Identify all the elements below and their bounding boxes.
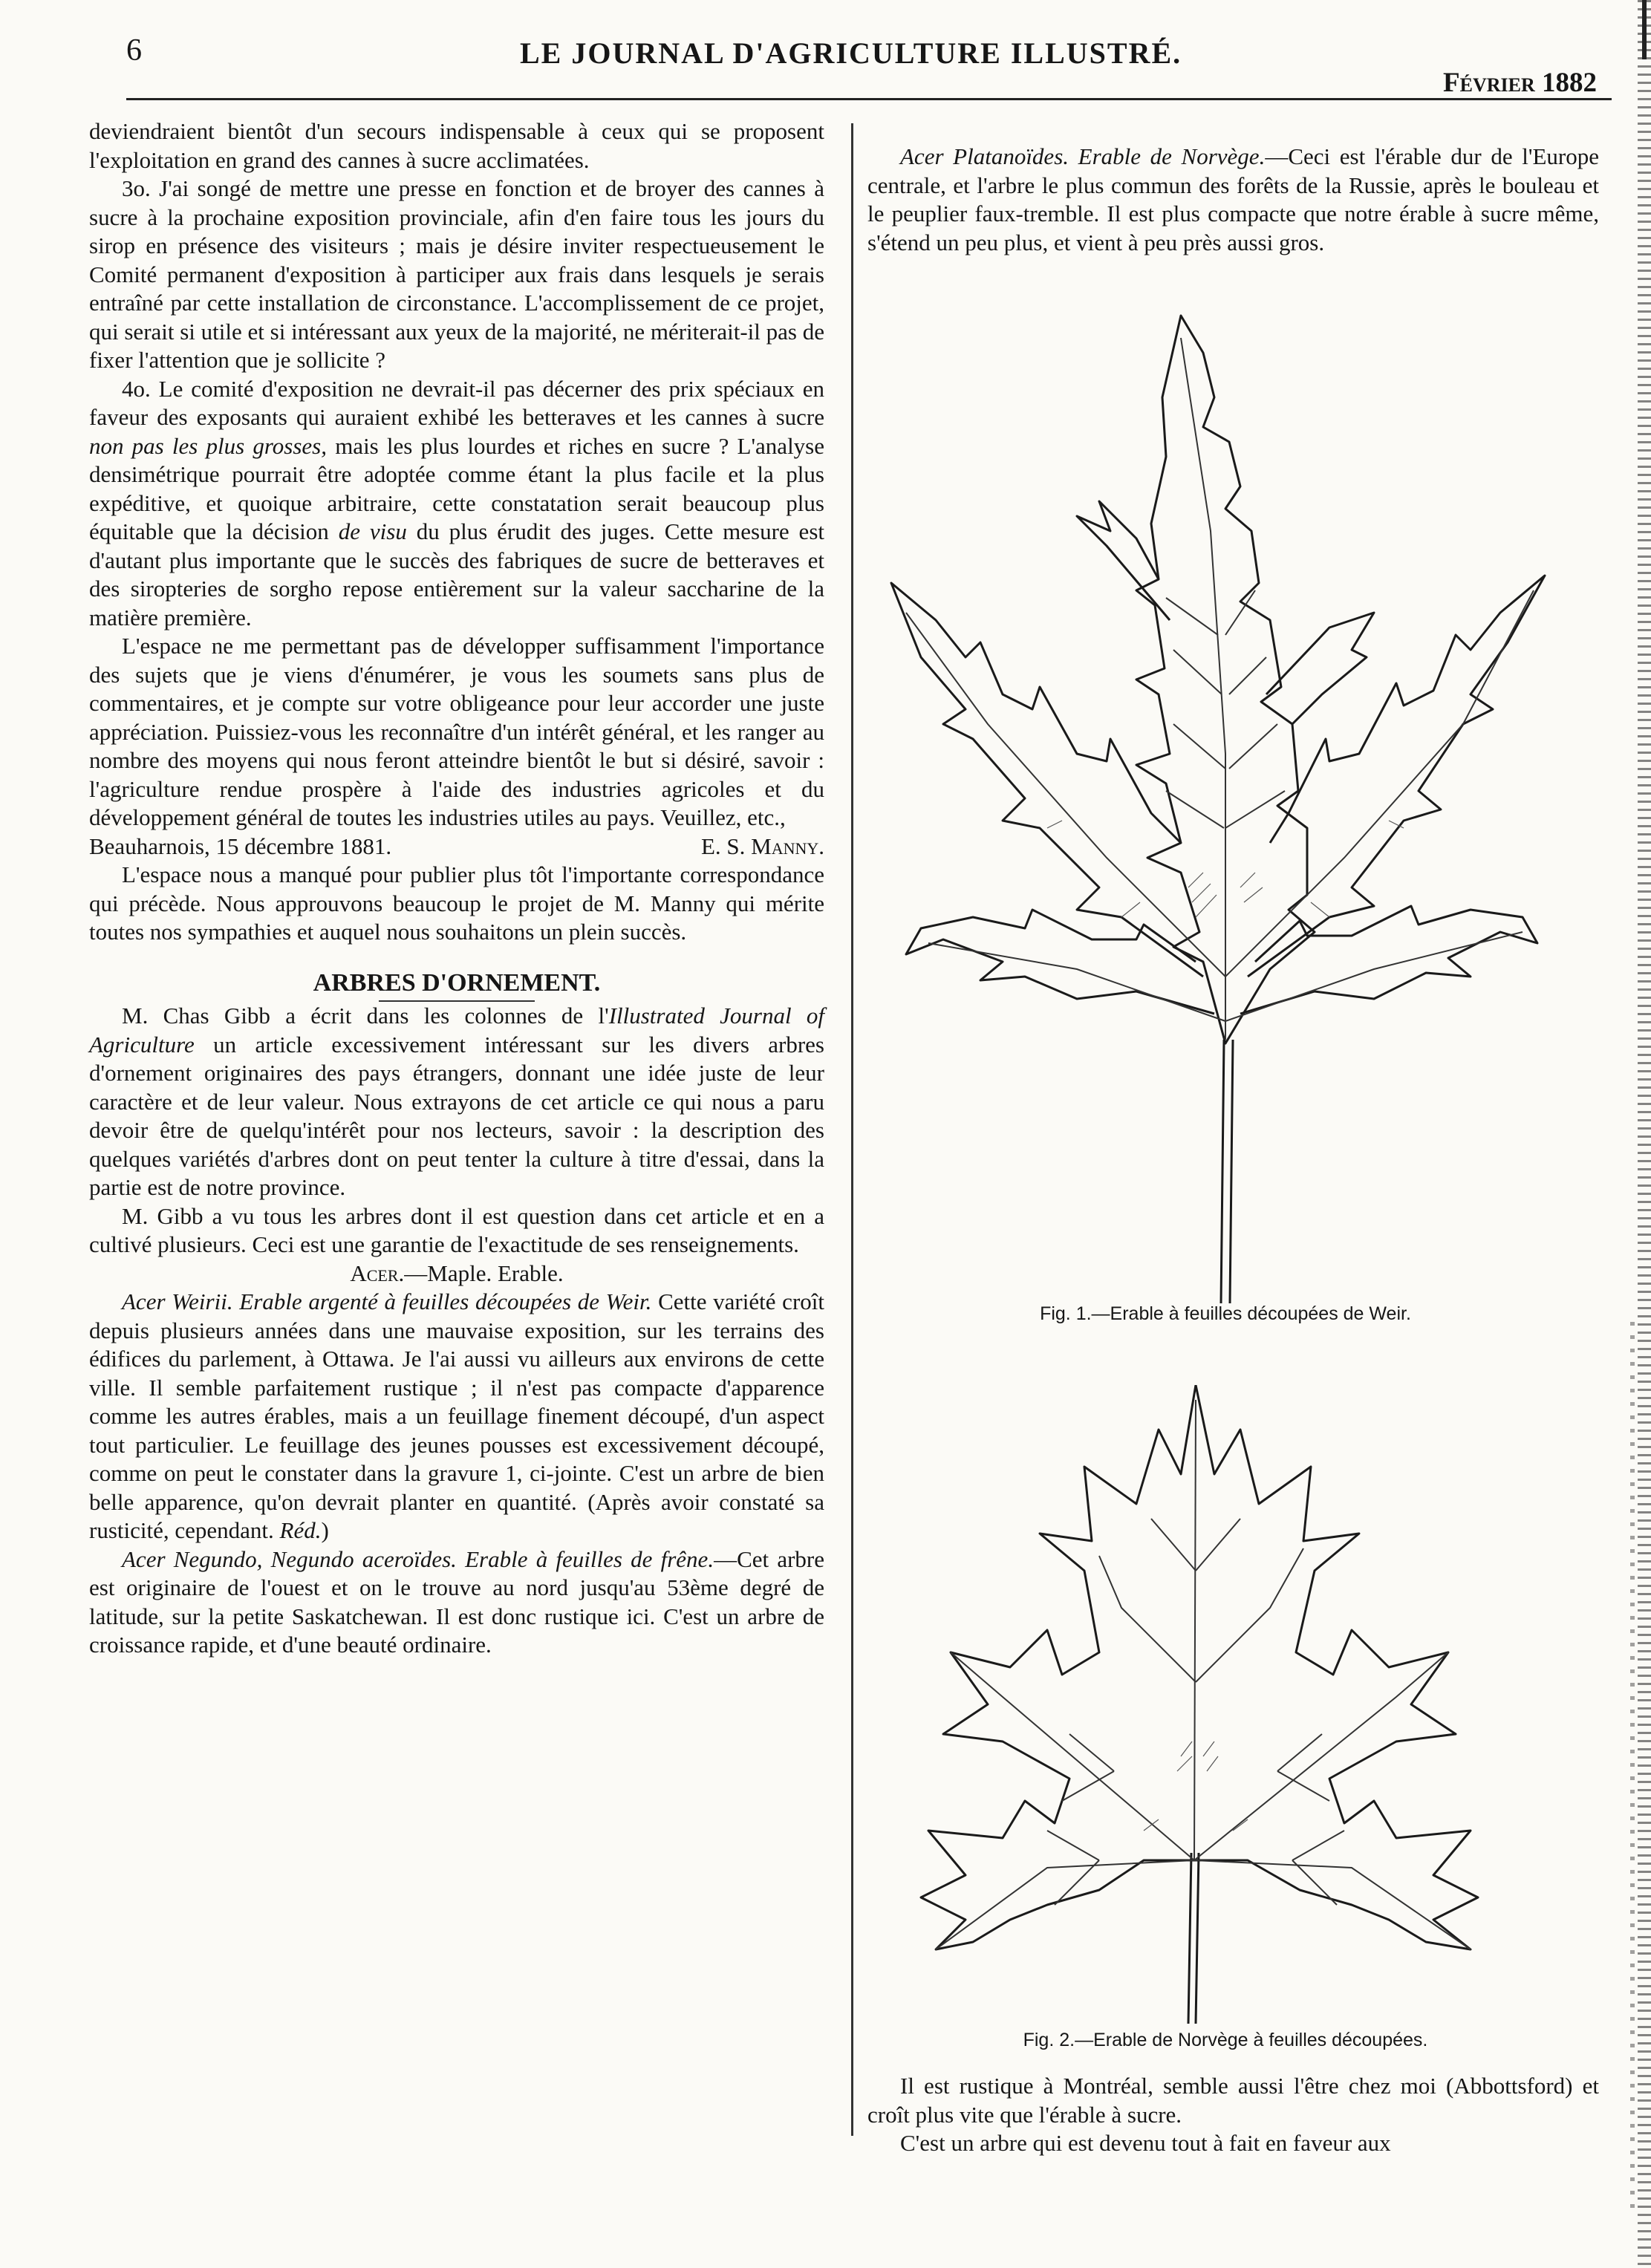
section-title: ARBRES D'ORNEMENT.	[313, 968, 601, 997]
paragraph: Il est rustique à Montréal, semble aussi l'être chez moi (Abbottsford) et croît plus vite que l'érable à sucre.	[867, 2073, 1599, 2128]
figure-2	[876, 1385, 1575, 2053]
paragraph: L'espace ne me permettant pas de développer suffisamment l'importance des sujets que je viens d'énumérer, je vous les soumets sans plus de commentaires, et je compte sur votre obligeance pour leur accorder une juste appréciation. Puissiez-vous les reconnaître d'un intérêt général, et les ranger au nombre des moyens qui nous feront atteindre bientôt le but si désiré, savoir : l'agriculture rendue prospère à l'aide des industries agricoles et du développement général de toutes les industries utiles au pays. Veuillez, etc.,	[89, 633, 824, 830]
paragraph: M. Gibb a vu tous les arbres dont il est question dans cet article et en a cultivé plusieurs. Ceci est une garantie de l'exactitude de ses renseignements.	[89, 1202, 824, 1257]
figure-1-caption: Fig. 1.—Erable à feuilles découpées de Weir.	[1040, 1303, 1411, 1324]
figure-1	[854, 308, 1597, 1344]
sub-heading: Acer.—Maple. Erable.	[350, 1260, 564, 1286]
column-separator	[851, 123, 853, 2136]
page-header	[126, 27, 1597, 98]
scan-edge-artifact	[1638, 0, 1651, 2268]
paragraph: deviendraient bientôt d'un secours indispensable à ceux qui se proposent l'exploitation en grand des cannes à sucre acclimatées.	[89, 118, 824, 173]
emphasis: de visu	[338, 518, 407, 544]
emphasis: non pas les plus grosses,	[89, 432, 328, 459]
right-column-bottom	[867, 2072, 1599, 2158]
signature-name: E. S. Manny.	[700, 832, 824, 859]
paragraph: Acer Weirii. Erable argenté à feuilles découpées de Weir. Cette variété croît depuis plusieurs années dans une mauvaise exposition, sur les terrains des édifices du parlement, à Ottawa. Je l'ai aussi vu ailleurs aux environs de cette ville. Il semble parfaitement rustique ; il n'est pas compacte d'apparence comme les autres érables, mais a un feuillage finement découpé, d'un aspect tout particulier. Le feuillage des jeunes pousses est excessivement découpé, comme on peut le constater dans la gravure 1, ci-jointe. C'est un arbre de bien belle apparence, qu'on devrait planter en quantité. (Après avoir constaté sa rusticité, cependant. Réd.)	[89, 1288, 824, 1543]
paragraph: M. Chas Gibb a écrit dans les colonnes de l'Illustrated Journal of Agriculture un article excessivement intéressant sur les divers arbres d'ornement originaires des pays étrangers, donnant une idée juste de leur caractère et de leur valeur. Nous extrayons de cet article ce qui nous a paru devoir être de quelqu'intérêt pour nos lecteurs, savoir : la description des quelques variétés d'arbres dont on peut tenter la culture à titre d'essai, dans la partie est de notre province.	[89, 1003, 824, 1200]
figure-2-caption: Fig. 2.—Erable de Norvège à feuilles découpées.	[1023, 2030, 1428, 2050]
emphasis: Réd.	[279, 1517, 322, 1543]
emphasis: Illustrated Journal of Agriculture	[89, 1003, 824, 1058]
scan-edge-artifact	[1630, 1322, 1635, 2213]
editor-note: L'espace nous a manqué pour publier plus tôt l'importante correspondance qui précède. Nous approuvons beaucoup le projet de M. Manny qui mérite toutes nos sympathies et auquel nous souhaitons un plein succès.	[89, 861, 824, 945]
paragraph: Acer Platanoïdes. Erable de Norvège.—Ceci est l'érable dur de l'Europe centrale, et l'arbre le plus commun des forêts de la Russie, après le bouleau et le peuplier faux-tremble. Il est plus compacte que notre érable à sucre même, s'étend un peu plus, et vient à peu près aussi gros.	[867, 143, 1599, 255]
issue-date: Février 1882	[1443, 68, 1597, 98]
species-name: Acer Platanoïdes. Erable de Norvège.	[900, 143, 1266, 169]
scan-corner-mark	[1642, 0, 1647, 59]
paragraph: 4o. Le comité d'exposition ne devrait-il pas décerner des prix spéciaux en faveur des exposants qui auraient exhibé les betteraves et les cannes à sucre non pas les plus grosses, mais les plus lourdes et riches en sucre ? L'analyse densimétrique pourrait être adoptée comme étant la plus facile et la plus expéditive, et quoique arbitraire, cette constatation serait beaucoup plus équitable que la décision de visu du plus érudit des juges. Cette mesure est d'autant plus importante que le succès des fabriques de sucre de betteraves et des siropteries de sorgho repose entièrement sur la valeur saccharine de la matière première.	[89, 375, 825, 630]
species-name: Acer Negundo, Negundo aceroïdes. Erable à feuilles de frêne.	[122, 1545, 714, 1572]
paragraph: 3o. J'ai songé de mettre une presse en fonction et de broyer des cannes à sucre à la prochaine exposition provinciale, afin d'en faire tous les jours du sirop en présence des visiteurs ; mais je désire inviter respectueusement le Comité permanent d'exposition à participer aux frais dans lesquels je serais entraîné par cette installation de circonstance. L'accomplissement de ce projet, qui serait si utile et si intéressant aux yeux de la majorité, ne mériterait-il pas de fixer l'attention que je sollicite ?	[89, 175, 824, 373]
signature-line	[89, 832, 824, 861]
left-column	[89, 117, 824, 1660]
species-name: Acer Weirii. Erable argenté à feuilles découpées de Weir.	[122, 1288, 652, 1314]
page-number: 6	[126, 33, 142, 68]
right-column-top	[867, 143, 1599, 257]
journal-title: LE JOURNAL D'AGRICULTURE ILLUSTRÉ.	[520, 36, 1182, 70]
paragraph: C'est un arbre qui est devenu tout à fait en faveur aux	[900, 2130, 1391, 2156]
maple-leaf-illustration	[876, 1385, 1575, 2031]
paragraph: Acer Negundo, Negundo aceroïdes. Erable à feuilles de frêne.—Cet arbre est originaire de l'ouest et on le trouve au nord jusqu'au 53ème degré de latitude, sur la petite Saskatchewan. Il est donc rustique ici. C'est un arbre de croissance rapide, et d'une beauté ordinaire.	[89, 1545, 825, 1658]
cut-leaf-illustration	[854, 308, 1597, 1311]
signature-place-date: Beauharnois, 15 décembre 1881.	[89, 832, 392, 859]
header-rule	[126, 98, 1612, 100]
